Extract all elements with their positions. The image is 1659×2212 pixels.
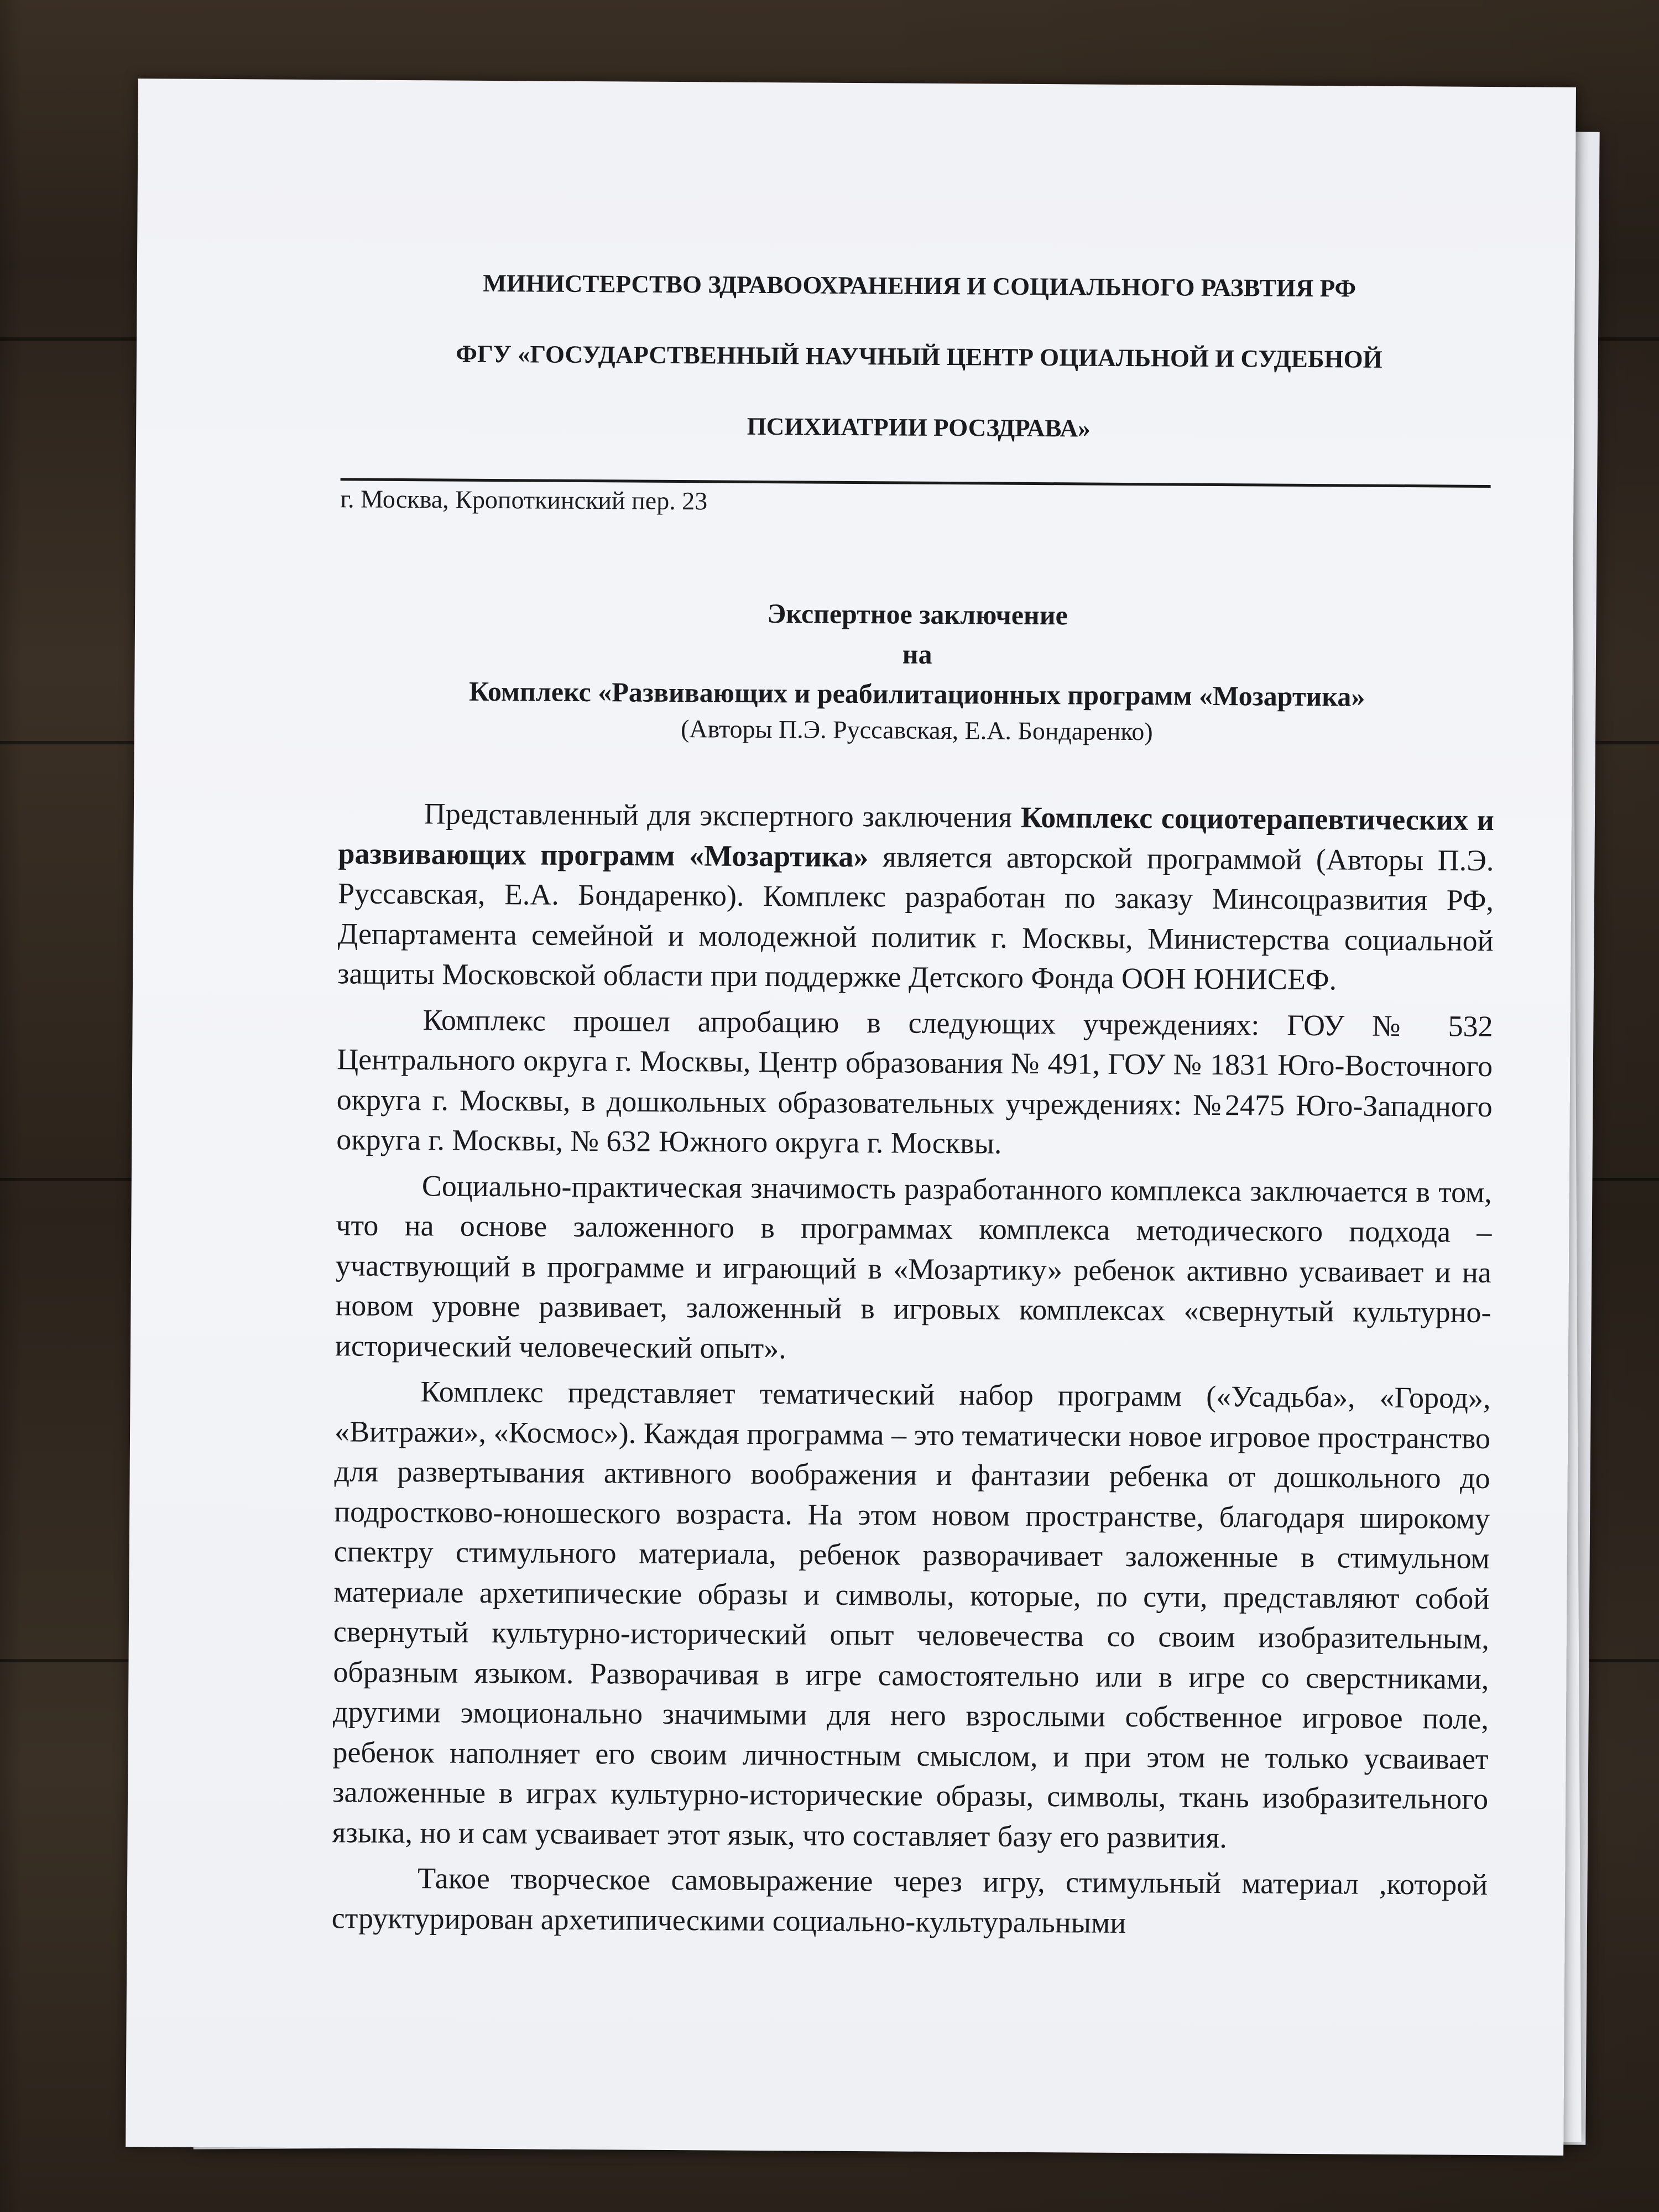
- paragraph-2: Комплекс прошел апробацию в следующих учреждениях: ГОУ № 532 Центрального округа г. Москвы, Центр образования № 491, ГОУ № 1831 Юго-Восточного округа г. Москвы, в дошкольных образовательных учреждениях: №2475 Юго-Западного округа г. Москвы, № 632 Южного округа г. Москвы.: [336, 1003, 1493, 1160]
- paragraph-5: Такое творческое самовыражение через игру, стимульный материал ,которой структурирован архетипическими социально-культуральными: [331, 1861, 1488, 1939]
- page-content: [331, 229, 1498, 1950]
- title-line-3: Комплекс «Развивающих и реабилитационных программ «Мозартика»: [468, 675, 1365, 712]
- org-line-2: ФГУ «ГОСУДАРСТВЕННЫЙ НАУЧНЫЙ ЦЕНТР ОЦИАЛЬНОЙ И СУДЕБНОЙ: [456, 340, 1383, 373]
- org-line-3: ПСИХИАТРИИ РОСЗДРАВА»: [747, 412, 1091, 442]
- paragraph-1-end: является авторской программой (Авторы П.Э. Руссавская, Е.А. Бондаренко). Комплекс разработан по заказу Минсоцразвития РФ, Департамента семейной и молодежной политик г. Москвы, Министерства социальной защиты Московской области при поддержке Детского Фонда ООН ЮНИСЕФ.: [337, 839, 1494, 997]
- title-line-2: на: [902, 638, 932, 670]
- title-line-1: Экспертное заключение: [767, 598, 1068, 631]
- program-name-bold: Комплекс социотерапевтических и развивающих программ «Мозартика»: [338, 800, 1495, 873]
- document-body: [331, 793, 1494, 1945]
- paragraph-4: Комплекс представляет тематический набор программ («Усадьба», «Город», «Витражи», «Космос»). Каждая программа – это тематически новое игровое пространство для развертывания активного воображения и фантазии ребенка от дошкольного до подростково-юношеского возраста. На этом новом пространстве, благодаря широкому спектру стимульного материала, ребенок разворачивает заложенные в стимульном материале архетипические образы и символы, которые, по сути, представляют собой свернутый культурно-исторический опыт человечества со своим изобразительным, образным языком. Разворачивая в игре самостоятельно или в игре со сверстниками, другими эмоционально значимыми для него взрослыми собственное игровое поле, ребенок наполняет его своим личностным смыслом, и при этом не только усваивает заложенные в играх культурно-исторические образы, символы, ткань изобразительного языка, но и сам усваивает этот язык, что составляет базу его развития.: [332, 1375, 1491, 1854]
- title-authors: (Авторы П.Э. Руссавская, Е.А. Бондаренко): [680, 714, 1153, 746]
- organization-header: [341, 229, 1498, 484]
- paragraph-1-start: Представленный для экспертного заключения: [424, 797, 1021, 834]
- document-title: [339, 591, 1496, 750]
- address: г. Москва, Кропоткинский пер. 23: [340, 484, 708, 515]
- paragraph-3: Социально-практическая значимость разработанного комплекса заключается в том, что на основе заложенного в программах комплекса методического подхода – участвующий в программе и играющий в «Мозартику» ребенок активно усваивает и на новом уровне развивает, заложенный в игровых комплексах «свернутый культурно-исторический человеческий опыт».: [335, 1168, 1492, 1365]
- org-line-1: МИНИСТЕРСТВО ЗДРАВООХРАНЕНИЯ И СОЦИАЛЬНОГО РАЗВТИЯ РФ: [483, 269, 1357, 302]
- paragraph-1: [337, 793, 1494, 1000]
- document-page: [126, 79, 1576, 2156]
